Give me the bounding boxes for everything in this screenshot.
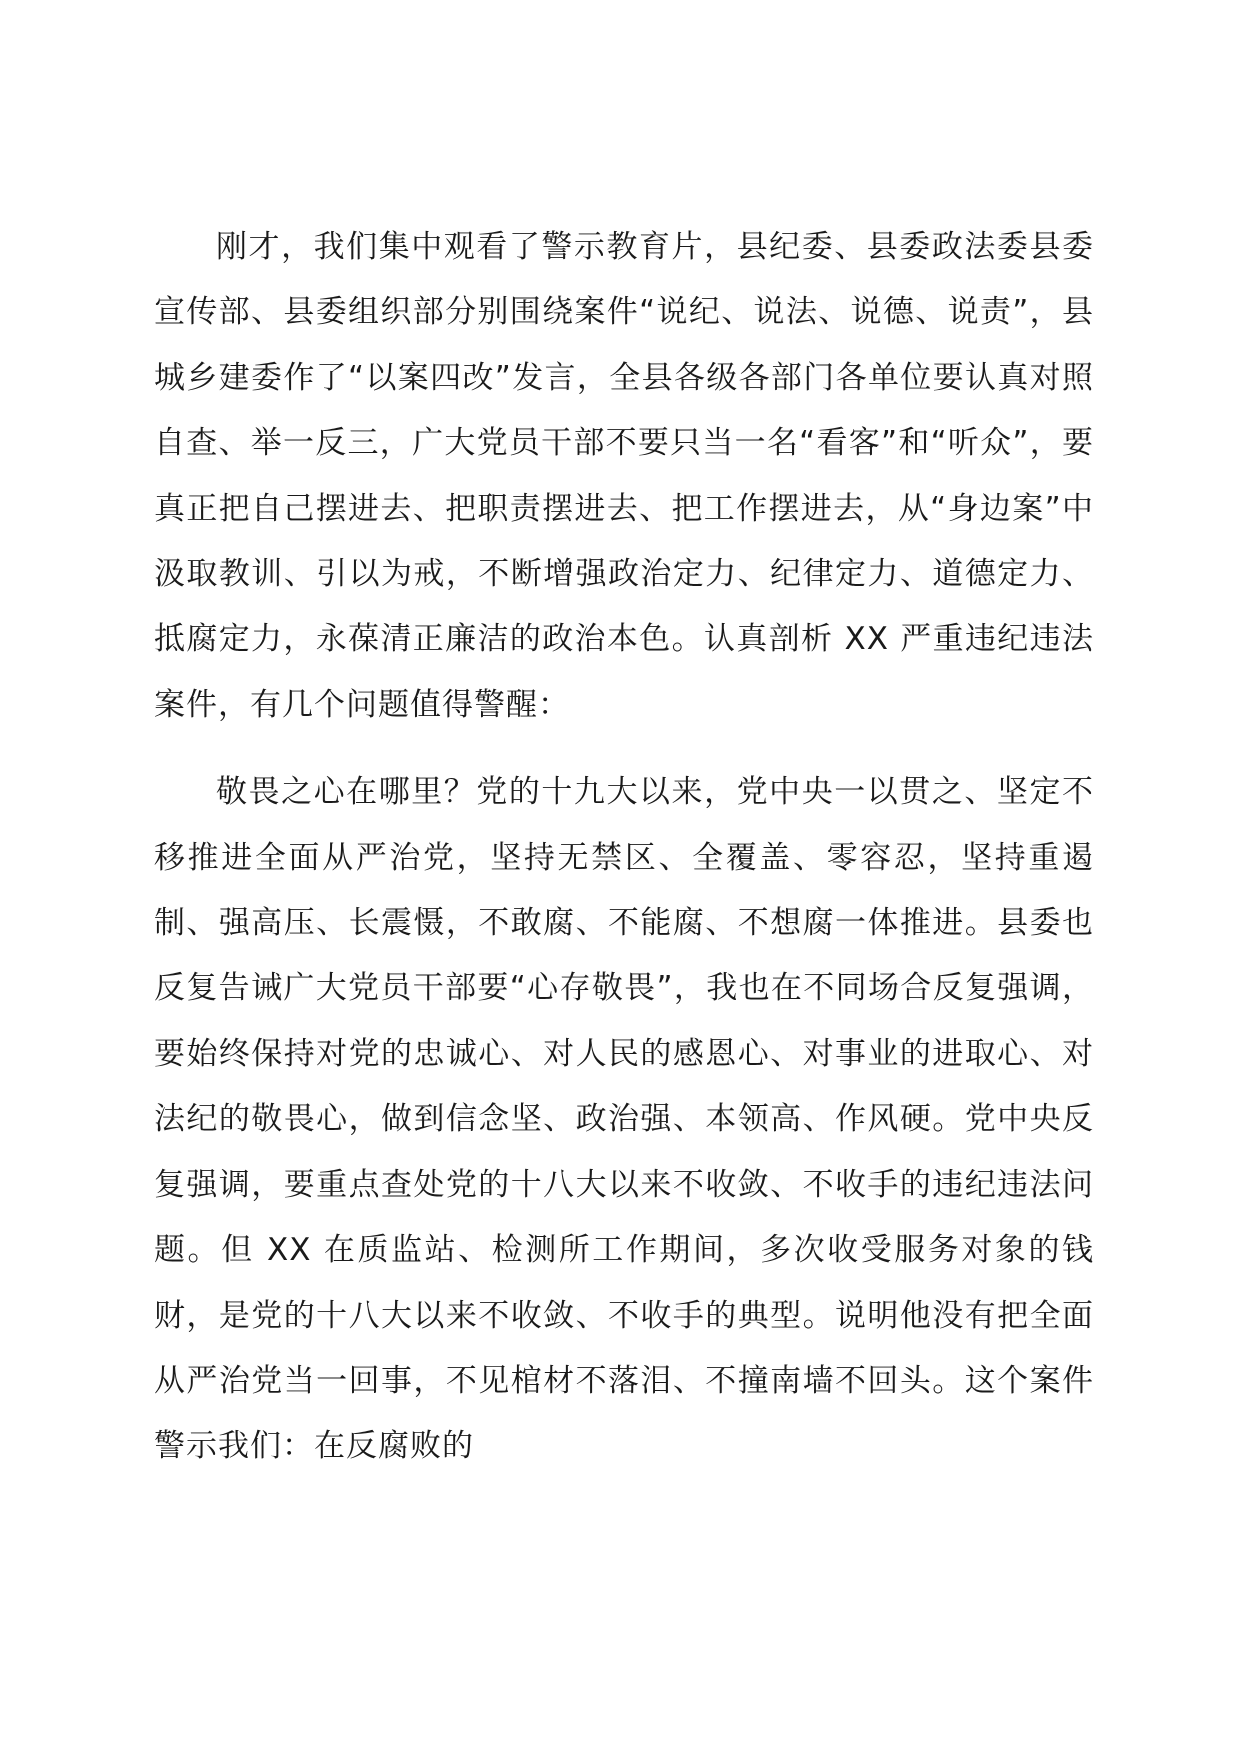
paragraph-1: 刚才，我们集中观看了警示教育片，县纪委、县委政法委县委宣传部、县委组织部分别围绕案件“说纪、说法、说德、说责”，县城乡建委作了“以案四改”发言，全县各级各部门各单位要认真对照自查、举一反三，广大党员干部不要只当一名“看客”和“听众”，要真正把自己摆进去、把职责摆进去、把工作摆进去，从“身边案”中汲取教训、引以为戒，不断增强政治定力、纪律定力、道德定力、抵腐定力，永葆清正廉洁的政治本色。认真剖析 XX 严重违纪违法案件，有几个问题值得警醒： xyxy=(154,229,1094,723)
paragraph-2: 敬畏之心在哪里？党的十九大以来，党中央一以贯之、坚定不移推进全面从严治党，坚持无禁区、全覆盖、零容忍，坚持重遏制、强高压、长震慑，不敢腐、不能腐、不想腐一体推进。县委也反复告诫广大党员干部要“心存敬畏”，我也在不同场合反复强调，要始终保持对党的忠诚心、对人民的感恩心、对事业的进取心、对法纪的敬畏心，做到信念坚、政治强、本领高、作风硬。党中央反复强调，要重点查处党的十八大以来不收敛、不收手的违纪违法问题。但 XX 在质监站、检测所工作期间，多次收受服务对象的钱财，是党的十八大以来不收敛、不收手的典型。说明他没有把全面从严治党当一回事，不见棺材不落泪、不撞南墙不回头。这个案件警示我们：在反腐败的 xyxy=(154,774,1094,1465)
document-body xyxy=(154,215,1094,1480)
